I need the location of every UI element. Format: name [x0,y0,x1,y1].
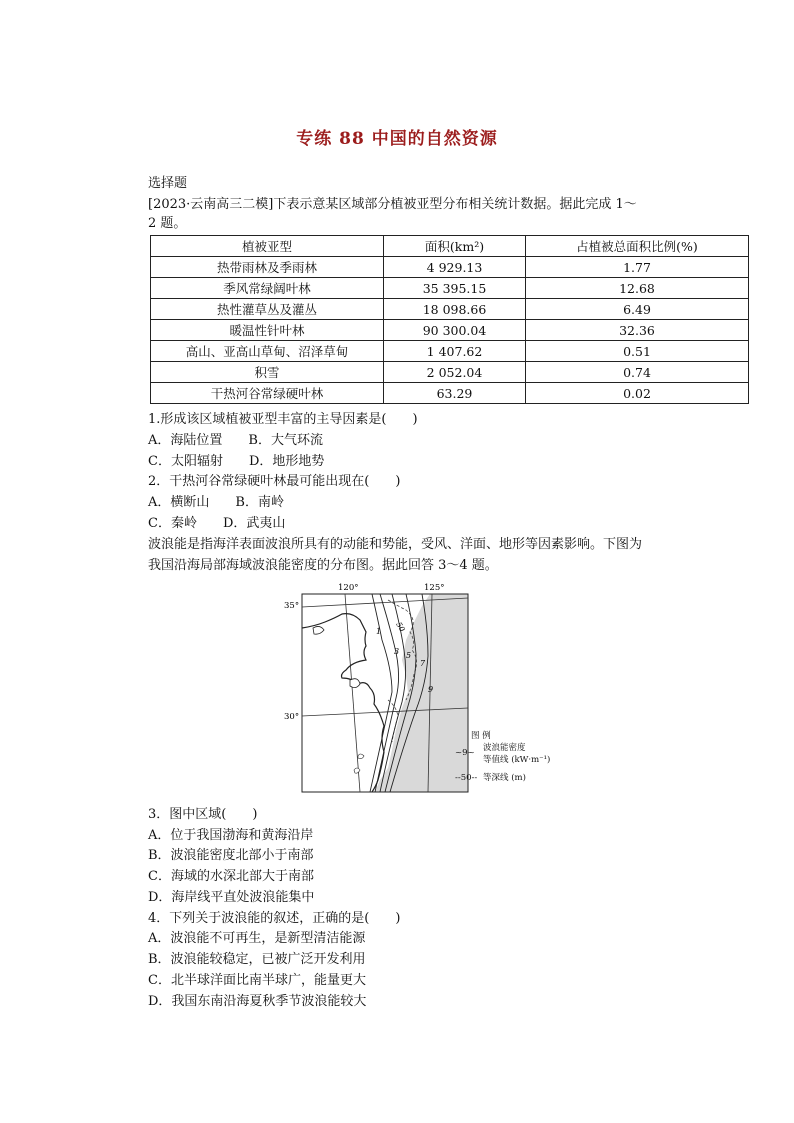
table-row [151,320,749,341]
question-3-option-c: C．海域的水深北部大于南部 [148,869,314,884]
legend-energy-contour-line-2: 等值线 (kW·m⁻¹) [483,755,551,765]
table-cell: 1 407.62 [384,341,526,362]
legend-depth-contour: 等深线 (m) [483,773,526,783]
table-row [151,341,749,362]
question-2-options-cd: C．秦岭 D．武夷山 [148,516,286,531]
wave-energy-map [280,580,560,800]
contour-label: 7 [420,659,426,668]
table-cell: 63.29 [384,383,526,404]
vegetation-table [150,235,749,404]
lon-label-120: 120° [338,583,359,593]
table-header-row [151,236,749,257]
table-cell: 热性灌草丛及灌丛 [151,299,384,320]
table-cell: 暖温性针叶林 [151,320,384,341]
table-cell: 高山、亚高山草甸、沼泽草甸 [151,341,384,362]
table-cell: 4 929.13 [384,257,526,278]
coastline [302,614,384,792]
question-3-stem: 3．图中区域( ) [148,807,258,822]
table-cell: 18 098.66 [384,299,526,320]
legend-depth-sample: --50-- [455,773,478,783]
table-cell: 积雪 [151,362,384,383]
question-4-stem: 4．下列关于波浪能的叙述，正确的是( ) [148,911,401,926]
table-cell: 12.68 [526,278,749,299]
legend-contour-sample: ~9~ [455,748,475,758]
meridian-120 [345,594,360,792]
table-row [151,257,749,278]
lat-label-30: 30° [284,712,300,722]
map-legend-title: 图 例 [471,731,491,741]
table-cell: 干热河谷常绿硬叶林 [151,383,384,404]
intro-2-line-1: 波浪能是指海洋表面波浪所具有的动能和势能，受风、洋面、地形等因素影响。下图为 [148,537,643,552]
table-cell: 0.51 [526,341,749,362]
intro-1-line-1: [2023·云南高三二模]下表示意某区域部分植被亚型分布相关统计数据。据此完成 1～ [148,197,637,212]
section-label: 选择题 [148,176,188,191]
island-shape [350,679,360,688]
table-cell: 6.49 [526,299,749,320]
island-shape [354,768,360,773]
contour-label: 5 [406,651,412,660]
intro-1-line-2: 2 题。 [148,216,187,231]
contour-label: 3 [394,647,400,656]
table-cell: 90 300.04 [384,320,526,341]
page-title: 专练 88 中国的自然资源 [296,129,498,149]
table-cell: 35 395.15 [384,278,526,299]
table-header: 植被亚型 [151,236,384,257]
lon-label-125: 125° [424,583,445,593]
question-1-stem: 1.形成该区域植被亚型丰富的主导因素是( ) [148,412,418,427]
lat-label-35: 35° [284,601,300,611]
intro-2-line-2: 我国沿海局部海域波浪能密度的分布图。据此回答 3～4 题。 [148,558,498,573]
question-4-option-d: D．我国东南沿海夏秋季节波浪能较大 [148,994,367,1009]
question-1-options-ab: A．海陆位置 B．大气环流 [148,433,323,448]
table-cell: 季风常绿阔叶林 [151,278,384,299]
question-3-option-d: D．海岸线平直处波浪能集中 [148,890,315,905]
table-header: 占植被总面积比例(%) [526,236,749,257]
table-cell: 热带雨林及季雨林 [151,257,384,278]
question-4-option-c: C．北半球洋面比南半球广，能量更大 [148,973,366,988]
table-cell: 0.74 [526,362,749,383]
contour-label: 1 [376,627,382,636]
question-3-option-b: B．波浪能密度北部小于南部 [148,848,314,863]
table-cell: 0.02 [526,383,749,404]
table-row [151,362,749,383]
island-shape [358,754,364,759]
table-header: 面积(km²) [384,236,526,257]
question-4-option-b: B．波浪能较稳定，已被广泛开发利用 [148,952,366,967]
question-4-option-a: A．波浪能不可再生，是新型清洁能源 [148,931,366,946]
table-row [151,383,749,404]
question-1-options-cd: C．太阳辐射 D．地形地势 [148,454,325,469]
depth-contour-label: 50 [394,620,407,634]
table-row [151,278,749,299]
question-2-options-ab: A．横断山 B．南岭 [148,495,284,510]
question-2-stem: 2．干热河谷常绿硬叶林最可能出现在( ) [148,474,401,489]
table-row [151,299,749,320]
legend-energy-contour-line-1: 波浪能密度 [483,743,526,753]
lake-shape [313,626,324,634]
contour-label: 9 [428,685,434,694]
table-cell: 2 052.04 [384,362,526,383]
question-3-option-a: A．位于我国渤海和黄海沿岸 [148,828,314,843]
table-cell: 1.77 [526,257,749,278]
table-cell: 32.36 [526,320,749,341]
